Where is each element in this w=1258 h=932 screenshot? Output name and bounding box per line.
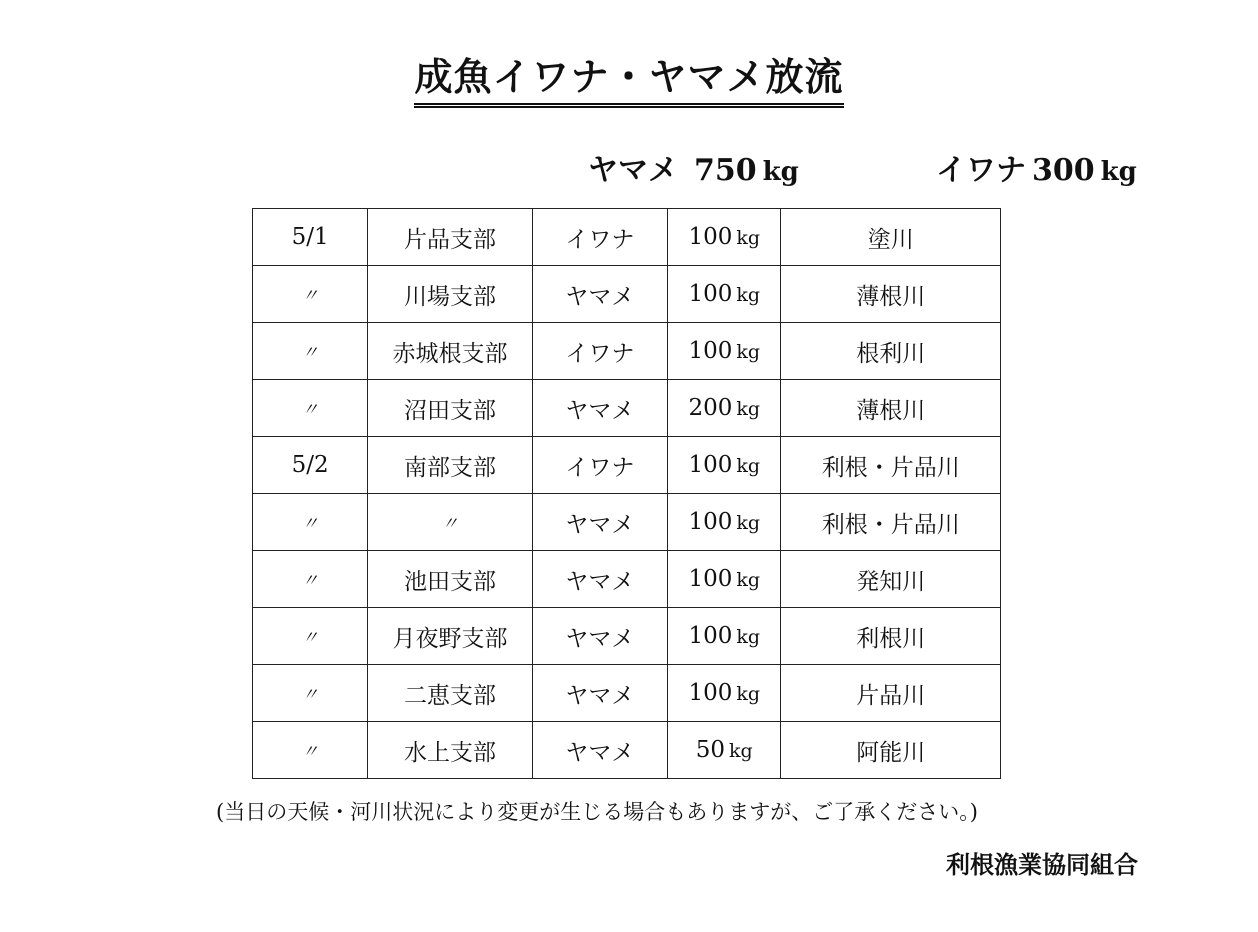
cell-date: [253, 437, 368, 494]
cell-amount-unit: kg: [736, 626, 761, 648]
table-row: [253, 551, 1001, 608]
cell-date: [253, 494, 368, 551]
cell-date: [253, 323, 368, 380]
cell-amount-unit: kg: [736, 683, 761, 705]
document-title-text: 成魚イワナ・ヤマメ放流: [414, 52, 843, 108]
cell-date-text: 5/2: [291, 452, 329, 478]
cell-amount: [668, 551, 781, 608]
cell-branch: [368, 551, 532, 608]
cell-amount: [668, 380, 781, 437]
cell-fish-text: イワナ: [565, 226, 635, 253]
cell-river-text: 片品川: [856, 682, 926, 709]
table-row: [253, 437, 1001, 494]
cell-fish-text: ヤマメ: [565, 283, 635, 310]
cell-river: [781, 209, 1001, 266]
cell-date-text: 〃: [301, 400, 319, 420]
cell-amount: [668, 323, 781, 380]
table-row: [253, 665, 1001, 722]
disclaimer-note: (当日の天候・河川状況により変更が生じる場合もありますが、ご了承ください。): [216, 800, 978, 824]
cell-branch: [368, 608, 532, 665]
cell-amount-text: 100: [688, 680, 733, 706]
cell-branch-text: 川場支部: [404, 283, 497, 310]
cell-date: [253, 209, 368, 266]
cell-fish: [532, 665, 667, 722]
cell-amount-unit: kg: [736, 398, 761, 420]
cell-river-text: 薄根川: [856, 283, 926, 310]
cell-date-text: 〃: [301, 286, 319, 306]
cell-amount-unit: kg: [736, 569, 761, 591]
cell-amount-text: 200: [688, 395, 733, 421]
cell-river-text: 利根川: [856, 625, 926, 652]
cell-fish-text: ヤマメ: [565, 397, 635, 424]
cell-river: [781, 323, 1001, 380]
cell-fish: [532, 608, 667, 665]
total-yamame-unit: kg: [762, 157, 799, 187]
cell-fish: [532, 494, 667, 551]
cell-amount-text: 100: [688, 452, 733, 478]
cell-amount-unit: kg: [736, 227, 761, 249]
cell-amount-unit: kg: [736, 512, 761, 534]
cell-amount: [668, 266, 781, 323]
cell-fish: [532, 380, 667, 437]
cell-branch: [368, 266, 532, 323]
cell-branch-text: 月夜野支部: [392, 625, 508, 652]
total-iwana-amount: 300: [1032, 153, 1095, 188]
table-row: [253, 209, 1001, 266]
table-row: [253, 722, 1001, 779]
cell-date: [253, 722, 368, 779]
cell-amount-text: 100: [688, 623, 733, 649]
cell-branch-text: 水上支部: [404, 739, 497, 766]
cell-amount: [668, 494, 781, 551]
cell-river: [781, 665, 1001, 722]
organization-name: 利根漁業協同組合: [946, 850, 1138, 879]
cell-amount: [668, 608, 781, 665]
cell-river-text: 塗川: [867, 226, 914, 253]
cell-river: [781, 380, 1001, 437]
cell-date-text: 〃: [301, 628, 319, 648]
cell-river-text: 薄根川: [856, 397, 926, 424]
total-yamame: [588, 145, 799, 189]
cell-river: [781, 608, 1001, 665]
cell-date-text: 〃: [301, 742, 319, 762]
cell-branch-text: 二恵支部: [404, 682, 497, 709]
cell-river-text: 発知川: [856, 568, 926, 595]
cell-amount: [668, 665, 781, 722]
cell-amount: [668, 209, 781, 266]
table-row: [253, 494, 1001, 551]
cell-river-text: 利根・片品川: [821, 511, 960, 538]
cell-amount: [668, 437, 781, 494]
cell-amount-text: 50: [695, 737, 726, 763]
table-row: [253, 608, 1001, 665]
table-row: [253, 323, 1001, 380]
cell-river-text: 阿能川: [856, 739, 926, 766]
cell-fish-text: ヤマメ: [565, 739, 635, 766]
cell-fish: [532, 551, 667, 608]
cell-amount-text: 100: [688, 281, 733, 307]
cell-branch-text: 赤城根支部: [392, 340, 508, 367]
cell-branch-text: 南部支部: [404, 454, 497, 481]
cell-fish: [532, 722, 667, 779]
cell-fish: [532, 323, 667, 380]
cell-river: [781, 551, 1001, 608]
cell-fish: [532, 437, 667, 494]
release-schedule-table: [252, 208, 1001, 779]
table-row: [253, 266, 1001, 323]
total-yamame-amount: 750: [694, 153, 757, 188]
cell-date: [253, 608, 368, 665]
cell-branch: [368, 665, 532, 722]
cell-fish: [532, 209, 667, 266]
cell-date: [253, 266, 368, 323]
cell-amount-unit: kg: [736, 284, 761, 306]
cell-branch: [368, 323, 532, 380]
cell-amount-text: 100: [688, 509, 733, 535]
cell-branch-text: 池田支部: [404, 568, 497, 595]
cell-branch: [368, 437, 532, 494]
cell-river-text: 利根・片品川: [821, 454, 960, 481]
total-yamame-label: ヤマメ: [588, 153, 678, 188]
cell-branch-text: 〃: [441, 514, 459, 534]
cell-amount-text: 100: [688, 338, 733, 364]
cell-date-text: 5/1: [291, 224, 329, 250]
cell-river: [781, 266, 1001, 323]
release-schedule-body: [253, 209, 1001, 779]
cell-river: [781, 494, 1001, 551]
cell-river: [781, 722, 1001, 779]
cell-branch-text: 沼田支部: [404, 397, 497, 424]
cell-branch: [368, 722, 532, 779]
table-row: [253, 380, 1001, 437]
total-iwana-label: イワナ: [936, 153, 1026, 188]
cell-date: [253, 665, 368, 722]
cell-fish-text: ヤマメ: [565, 682, 635, 709]
cell-amount-unit: kg: [729, 740, 753, 762]
cell-amount: [668, 722, 781, 779]
cell-amount-text: 100: [688, 566, 733, 592]
cell-river-text: 根利川: [856, 340, 926, 367]
cell-amount-unit: kg: [736, 341, 761, 363]
cell-fish-text: イワナ: [565, 454, 635, 481]
cell-fish-text: イワナ: [565, 340, 635, 367]
cell-date-text: 〃: [301, 343, 319, 363]
total-iwana-unit: kg: [1100, 157, 1137, 187]
cell-amount-unit: kg: [736, 455, 761, 477]
cell-date-text: 〃: [301, 514, 319, 534]
cell-branch: [368, 209, 532, 266]
cell-amount-text: 100: [688, 224, 733, 250]
cell-date-text: 〃: [301, 571, 319, 591]
cell-branch-text: 片品支部: [404, 226, 497, 253]
document-title: [0, 52, 1258, 108]
cell-fish-text: ヤマメ: [565, 625, 635, 652]
cell-river: [781, 437, 1001, 494]
cell-fish-text: ヤマメ: [565, 511, 635, 538]
total-iwana: [936, 145, 1137, 189]
cell-date: [253, 380, 368, 437]
cell-fish-text: ヤマメ: [565, 568, 635, 595]
cell-fish: [532, 266, 667, 323]
cell-branch: [368, 494, 532, 551]
cell-date-text: 〃: [301, 685, 319, 705]
cell-branch: [368, 380, 532, 437]
cell-date: [253, 551, 368, 608]
